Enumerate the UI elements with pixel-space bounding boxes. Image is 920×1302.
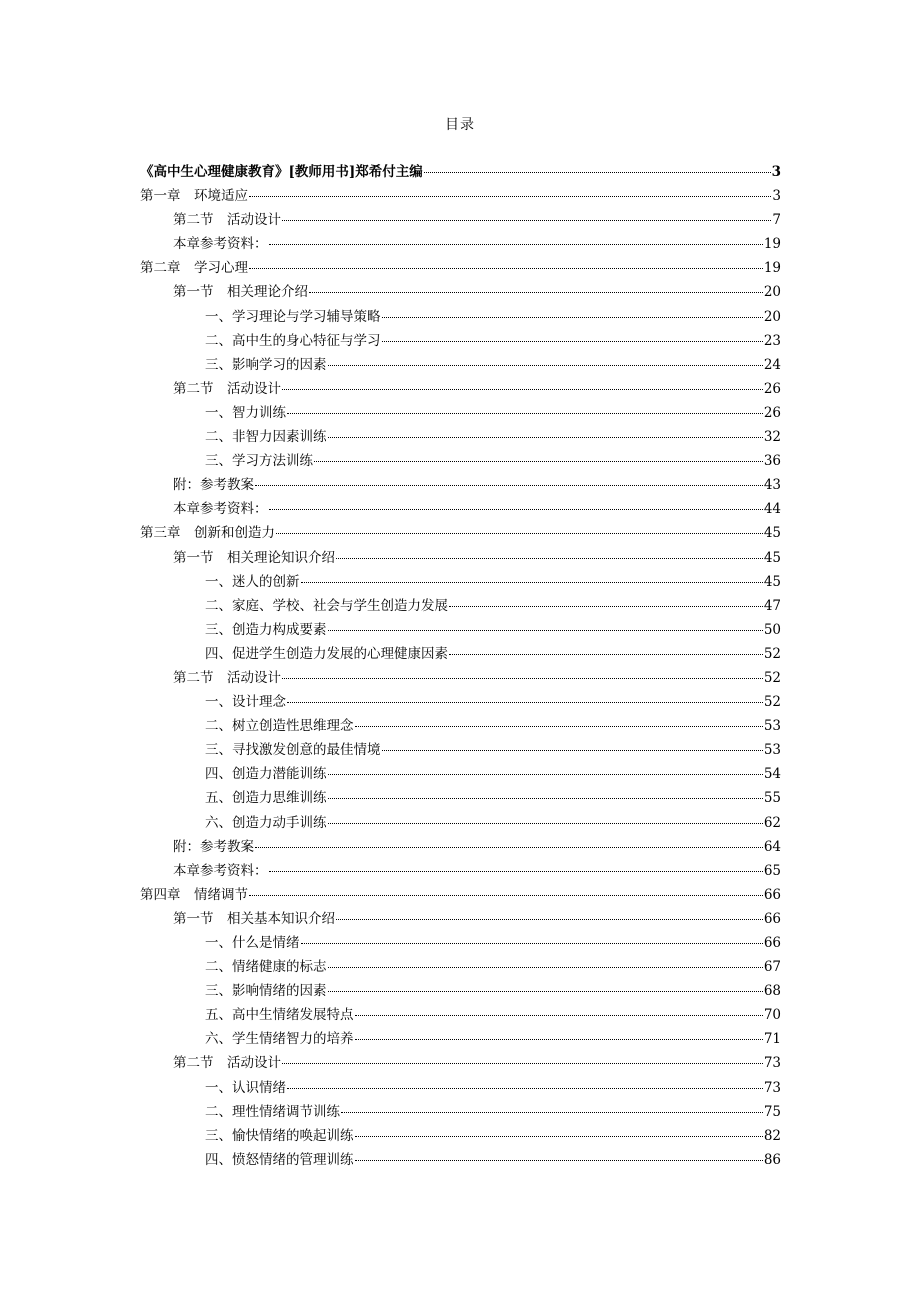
toc-entry[interactable] <box>140 1100 781 1124</box>
table-of-contents <box>140 160 781 1172</box>
dot-leader <box>287 702 763 703</box>
page-title: 目录 <box>445 117 475 133</box>
toc-entry-label: 第二章 学习心理 <box>140 260 248 277</box>
toc-entry-page: 19 <box>763 260 781 277</box>
dot-leader <box>382 750 763 751</box>
toc-entry-page: 66 <box>763 935 781 951</box>
toc-entry-page: 75 <box>763 1103 781 1120</box>
dot-leader <box>328 823 763 824</box>
toc-entry-page: 68 <box>763 983 781 1000</box>
toc-entry-label: 四、愤怒情绪的管理训练 <box>205 1151 354 1168</box>
toc-entry-page: 20 <box>763 284 781 301</box>
toc-entry-page: 26 <box>763 404 781 421</box>
toc-entry-label: 第二节 活动设计 <box>173 669 281 686</box>
toc-entry-page: 73 <box>763 1079 781 1096</box>
toc-entry-label: 一、设计理念 <box>205 694 286 711</box>
toc-entry[interactable] <box>140 1076 781 1100</box>
dot-leader <box>249 196 771 197</box>
toc-entry-label: 三、创造力构成要素 <box>205 621 327 638</box>
toc-entry[interactable] <box>140 979 781 1003</box>
dot-leader <box>449 654 763 655</box>
toc-entry[interactable] <box>140 497 781 521</box>
toc-entry-label: 附：参考教案 <box>173 477 254 494</box>
toc-entry-label: 六、学生情绪智力的培养 <box>205 1031 354 1048</box>
toc-entry-page: 3 <box>771 164 781 180</box>
toc-entry-label: 四、创造力潜能训练 <box>205 766 327 783</box>
toc-entry-page: 52 <box>763 669 781 686</box>
toc-entry[interactable] <box>140 1148 781 1172</box>
toc-entry-page: 50 <box>763 621 781 638</box>
toc-entry[interactable] <box>140 353 781 377</box>
toc-entry-label: 五、高中生情绪发展特点 <box>205 1007 354 1024</box>
dot-leader <box>269 871 763 872</box>
dot-leader <box>328 798 763 799</box>
toc-entry[interactable] <box>140 232 781 256</box>
toc-entry-label: 第一节 相关理论知识介绍 <box>173 549 335 566</box>
toc-entry-page: 65 <box>763 862 781 879</box>
dot-leader <box>449 606 763 607</box>
dot-leader <box>282 1063 763 1064</box>
toc-entry-page: 24 <box>763 356 781 373</box>
toc-entry[interactable] <box>140 305 781 329</box>
toc-entry-page: 67 <box>763 959 781 976</box>
dot-leader <box>287 1088 763 1089</box>
toc-entry-label: 一、学习理论与学习辅导策略 <box>205 308 381 325</box>
toc-entry-page: 26 <box>763 380 781 397</box>
toc-entry[interactable] <box>140 931 781 955</box>
dot-leader <box>328 774 763 775</box>
dot-leader <box>309 292 763 293</box>
toc-entry-page: 7 <box>772 212 781 229</box>
dot-leader <box>424 172 771 173</box>
toc-entry-label: 三、影响情绪的因素 <box>205 983 327 1000</box>
toc-entry-page: 53 <box>763 742 781 759</box>
toc-entry[interactable] <box>140 208 781 232</box>
dot-leader <box>336 919 763 920</box>
dot-leader <box>382 317 763 318</box>
toc-entry-label: 三、学习方法训练 <box>205 453 313 470</box>
toc-entry-page: 73 <box>763 1055 781 1072</box>
dot-leader <box>301 582 763 583</box>
toc-entry-page: 64 <box>763 838 781 855</box>
toc-entry[interactable] <box>140 835 781 859</box>
toc-entry-page: 66 <box>763 910 781 927</box>
toc-entry[interactable] <box>140 859 781 883</box>
toc-entry-page: 36 <box>763 453 781 470</box>
toc-entry-label: 三、寻找激发创意的最佳情境 <box>205 742 381 759</box>
toc-entry-label: 三、愉快情绪的唤起训练 <box>205 1127 354 1144</box>
toc-entry[interactable] <box>140 401 781 425</box>
dot-leader <box>328 630 763 631</box>
toc-entry-page: 23 <box>763 332 781 349</box>
toc-entry-label: 一、什么是情绪 <box>205 935 300 951</box>
dot-leader <box>355 1136 763 1137</box>
toc-entry[interactable] <box>140 714 781 738</box>
toc-entry-page: 32 <box>763 429 781 446</box>
toc-entry-label: 第三章 创新和创造力 <box>140 525 275 542</box>
toc-entry-label: 第一节 相关基本知识介绍 <box>173 910 335 927</box>
dot-leader <box>336 558 763 559</box>
dot-leader <box>328 991 763 992</box>
toc-entry-label: 附：参考教案 <box>173 838 254 855</box>
toc-entry[interactable] <box>140 955 781 979</box>
dot-leader <box>276 533 763 534</box>
dot-leader <box>282 678 763 679</box>
toc-entry-page: 62 <box>763 814 781 831</box>
toc-entry-page: 19 <box>763 236 781 253</box>
dot-leader <box>249 268 763 269</box>
toc-entry-label: 本章参考资料： <box>173 862 268 879</box>
toc-entry-page: 20 <box>763 308 781 325</box>
dot-leader <box>301 943 763 944</box>
toc-entry-page: 44 <box>763 501 781 518</box>
dot-leader <box>328 365 763 366</box>
toc-entry-page: 71 <box>763 1031 781 1048</box>
dot-leader <box>249 895 763 896</box>
toc-entry-page: 45 <box>763 573 781 590</box>
toc-entry-page: 70 <box>763 1007 781 1024</box>
toc-entry-label: 一、迷人的创新 <box>205 573 300 590</box>
toc-entry[interactable] <box>140 811 781 835</box>
toc-entry-page: 3 <box>772 188 781 205</box>
dot-leader <box>328 967 763 968</box>
dot-leader <box>355 1015 763 1016</box>
dot-leader <box>355 726 763 727</box>
dot-leader <box>269 509 763 510</box>
toc-entry-label: 三、影响学习的因素 <box>205 356 327 373</box>
toc-entry-page: 66 <box>763 886 781 903</box>
dot-leader <box>341 1112 763 1113</box>
toc-entry[interactable] <box>140 738 781 762</box>
toc-entry[interactable] <box>140 329 781 353</box>
toc-entry[interactable] <box>140 594 781 618</box>
dot-leader <box>282 220 771 221</box>
dot-leader <box>382 341 763 342</box>
toc-entry-label: 二、家庭、学校、社会与学生创造力发展 <box>205 597 448 614</box>
toc-entry-label: 六、创造力动手训练 <box>205 814 327 831</box>
toc-entry[interactable] <box>140 184 781 208</box>
toc-entry-label: 第四章 情绪调节 <box>140 886 248 903</box>
toc-entry-label: 第一章 环境适应 <box>140 188 248 205</box>
toc-entry[interactable] <box>140 642 781 666</box>
dot-leader <box>287 413 763 414</box>
toc-entry[interactable] <box>140 786 781 810</box>
toc-entry[interactable] <box>140 449 781 473</box>
toc-entry-label: 二、树立创造性思维理念 <box>205 718 354 735</box>
toc-entry[interactable] <box>140 1027 781 1051</box>
dot-leader <box>355 1039 763 1040</box>
toc-entry[interactable] <box>140 1003 781 1027</box>
toc-entry[interactable] <box>140 883 781 907</box>
toc-entry[interactable] <box>140 1124 781 1148</box>
toc-entry-label: 二、情绪健康的标志 <box>205 959 327 976</box>
toc-entry-label: 第二节 活动设计 <box>173 212 281 229</box>
dot-leader <box>269 244 763 245</box>
toc-entry[interactable] <box>140 425 781 449</box>
toc-entry-label: 一、智力训练 <box>205 404 286 421</box>
toc-entry[interactable] <box>140 280 781 304</box>
toc-entry[interactable] <box>140 690 781 714</box>
dot-leader <box>255 847 763 848</box>
toc-entry-label: 第二节 活动设计 <box>173 380 281 397</box>
toc-entry[interactable] <box>140 256 781 280</box>
toc-entry-page: 45 <box>763 549 781 566</box>
toc-entry-page: 47 <box>763 597 781 614</box>
toc-entry[interactable] <box>140 618 781 642</box>
toc-entry[interactable] <box>140 160 781 184</box>
dot-leader <box>314 461 763 462</box>
toc-entry-label: 第一节 相关理论介绍 <box>173 284 308 301</box>
toc-entry-label: 四、促进学生创造力发展的心理健康因素 <box>205 645 448 662</box>
toc-entry-page: 54 <box>763 766 781 783</box>
toc-entry[interactable] <box>140 1051 781 1075</box>
toc-entry-label: 二、高中生的身心特征与学习 <box>205 332 381 349</box>
toc-entry-label: 《高中生心理健康教育》[教师用书]郑希付主编 <box>140 164 423 180</box>
toc-entry[interactable] <box>140 377 781 401</box>
toc-entry[interactable] <box>140 762 781 786</box>
dot-leader <box>255 485 763 486</box>
toc-entry[interactable] <box>140 546 781 570</box>
toc-entry-page: 82 <box>763 1127 781 1144</box>
toc-entry[interactable] <box>140 570 781 594</box>
toc-entry-label: 一、认识情绪 <box>205 1079 286 1096</box>
toc-entry[interactable] <box>140 666 781 690</box>
dot-leader <box>328 437 763 438</box>
toc-entry-page: 86 <box>763 1151 781 1168</box>
toc-entry-label: 二、非智力因素训练 <box>205 429 327 446</box>
toc-entry[interactable] <box>140 907 781 931</box>
toc-entry-label: 五、创造力思维训练 <box>205 790 327 807</box>
dot-leader <box>355 1160 763 1161</box>
toc-entry-page: 55 <box>763 790 781 807</box>
dot-leader <box>282 389 763 390</box>
toc-entry-page: 45 <box>763 525 781 542</box>
toc-entry-page: 52 <box>763 694 781 711</box>
toc-entry-page: 52 <box>763 645 781 662</box>
toc-entry[interactable] <box>140 473 781 497</box>
toc-entry-label: 本章参考资料： <box>173 501 268 518</box>
toc-entry-label: 本章参考资料： <box>173 236 268 253</box>
toc-entry[interactable] <box>140 521 781 545</box>
toc-entry-label: 二、理性情绪调节训练 <box>205 1103 340 1120</box>
toc-entry-label: 第二节 活动设计 <box>173 1055 281 1072</box>
toc-entry-page: 43 <box>763 477 781 494</box>
toc-entry-page: 53 <box>763 718 781 735</box>
